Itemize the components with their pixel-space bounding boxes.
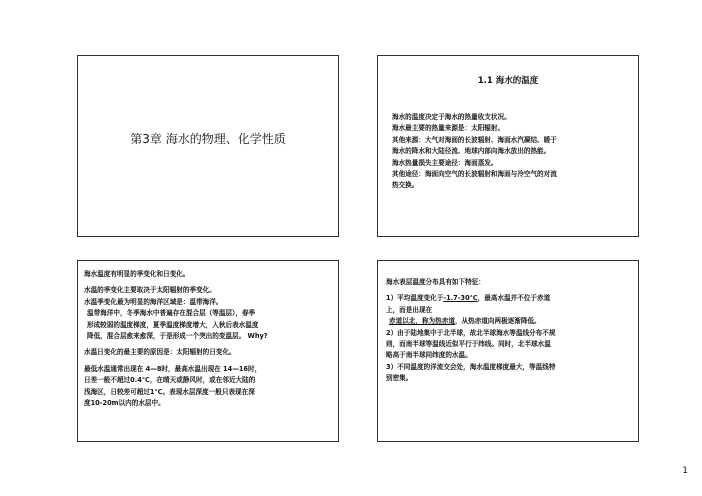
text-line: 1）平均温度变化于-1.7-30℃，最高水温并不位于赤道 bbox=[386, 294, 551, 303]
text-line: 水温季变化最为明显的海洋区域是：温带海洋。 bbox=[84, 297, 223, 306]
text-line: 水温日变化的最主要的原因是：太阳辐射的日变化。 bbox=[84, 348, 236, 357]
text-line: 日差一般不超过0.4℃，在晴天或静风时，或在邻近大陆的 bbox=[84, 376, 256, 385]
text-line: 别密集。 bbox=[386, 374, 413, 383]
text-line: 3）不同温度的洋流交会处，海水温度梯度最大，等温线特 bbox=[386, 362, 556, 371]
thermal-equator-term: 赤道以北，称为热赤道 bbox=[389, 317, 455, 326]
text-line: 温带海洋中，冬季海水中普遍存在混合层（等温层），春季 bbox=[87, 309, 256, 318]
text-line: 海水的温度决定于海水的热量收支状况。 bbox=[392, 113, 511, 121]
text-line: 海水的降水和大陆径流、地球内部向海水放出的热能。 bbox=[392, 147, 551, 156]
text-line: 海水表层温度分布具有如下特征： bbox=[386, 278, 485, 286]
text-line: 水温的季变化主要取决于太阳辐射的季变化。 bbox=[84, 286, 216, 295]
text-line: 2）由于陆地集中于北半球，故北半球海水等温线分布不规 bbox=[386, 328, 556, 337]
slide-4-body bbox=[386, 277, 630, 385]
text-line: 其他来源：大气对海面的长波辐射、海面水汽凝结、暖于 bbox=[392, 135, 557, 144]
text-line: 最低水温通常出现在 4—8时，最高水温出现在 14—16时， bbox=[84, 364, 262, 373]
text-line: 海水热量损失主要途径：海面蒸发。 bbox=[392, 158, 498, 167]
text-line: 上，而是出现在 bbox=[386, 305, 433, 314]
chapter-title: 第3章 海水的物理、化学性质 bbox=[130, 132, 286, 146]
page-number: 1 bbox=[682, 466, 688, 476]
slide-3-body bbox=[84, 269, 336, 409]
slide-2-body bbox=[392, 112, 628, 192]
text-line: 度10-20m以内的水层中。 bbox=[84, 399, 165, 408]
slide-3 bbox=[77, 260, 339, 442]
text-line: 海水温度有明显的季变化和日变化。 bbox=[84, 270, 190, 278]
section-heading: 1.1 海水的温度 bbox=[477, 76, 539, 86]
slide-1 bbox=[77, 55, 339, 237]
text-line: 形成较弱的温度梯度，夏季温度梯度增大，入秋后表水温度 bbox=[87, 320, 259, 329]
slide-2 bbox=[377, 55, 639, 237]
text-line: 其他途径：海面向空气的长波辐射和海面与冷空气的对流 bbox=[392, 170, 557, 179]
slide-4 bbox=[377, 260, 639, 442]
text-line: 则，而南半球等温线近似平行于纬线。同时，北半球水温 bbox=[386, 340, 551, 349]
text-line: 浅海区，日较差可超过1℃。表现水层深度一般只表现在深 bbox=[84, 387, 255, 396]
text-line: 降低，混合层愈来愈深，于是形成一个突出的变温层。 Why? bbox=[87, 332, 268, 341]
text-line: 赤道以北，称为热赤道，从热赤道向两极逐渐降低。 bbox=[389, 317, 541, 326]
text-line: 海水最主要的热量来源是：太阳辐射。 bbox=[392, 124, 505, 133]
temperature-range: -1.7-30℃ bbox=[443, 294, 478, 303]
text-line: 热交换。 bbox=[392, 181, 419, 190]
text-line: 略高于南半球同纬度的水温。 bbox=[386, 351, 472, 360]
